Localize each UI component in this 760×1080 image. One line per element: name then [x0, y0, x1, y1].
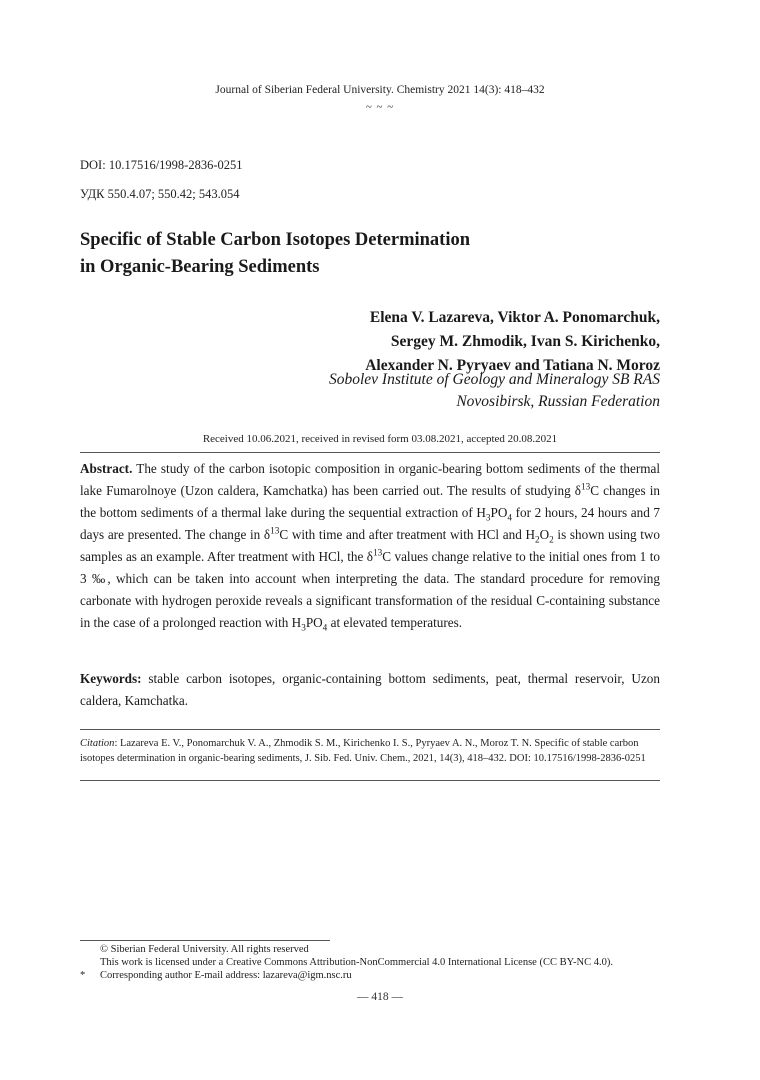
- authors-line-1: Elena V. Lazareva, Viktor A. Ponomarchuk,: [369, 309, 660, 326]
- received-dates: Received 10.06.2021, received in revised form 03.08.2021, accepted 20.08.2021: [202, 433, 558, 445]
- abstract-text: at elevated temperatures.: [327, 615, 463, 630]
- page-number: ― 418 ―: [357, 991, 403, 1003]
- footnote-copyright: [80, 943, 680, 956]
- article-title: [80, 227, 680, 281]
- affiliation: [100, 369, 660, 413]
- abstract-text: is shown using two samples as an example. After treatment with HCl, the δ: [80, 527, 660, 564]
- citation-label: Citation: [80, 738, 115, 749]
- authors: [100, 306, 660, 378]
- journal-header: Journal of Siberian Federal University. Chemistry 2021 14(3): 418–432: [215, 84, 545, 96]
- title-line-2: in Organic-Bearing Sediments: [80, 257, 320, 277]
- footnote-rule: [80, 940, 330, 941]
- abstract-top-rule: [80, 452, 660, 453]
- doi: DOI: 10.17516/1998-2836-0251: [80, 158, 243, 172]
- formula-subscript: 4: [507, 512, 513, 523]
- keywords: [80, 668, 660, 712]
- isotope-superscript: 13: [581, 481, 591, 492]
- citation-text: : Lazareva E. V., Ponomarchuk V. A., Zhmodik S. M., Kirichenko I. S., Pyryaev A. N., Moroz T. N. Specific of stable carbon isotopes determination in organic-bearing sediments, J. Sib. Fed. Univ. Chem., 2021, 14(3), 418–432. DOI: 10.17516/1998-2836-0251: [80, 738, 646, 764]
- keywords-text: stable carbon isotopes, organic-containing bottom sediments, peat, thermal reservoir, Uzon caldera, Kamchatka.: [80, 671, 660, 708]
- abstract-label: Abstract.: [80, 461, 133, 476]
- citation: [80, 736, 660, 766]
- asterisk-mark: *: [80, 970, 86, 981]
- title-line-1: Specific of Stable Carbon Isotopes Determination: [80, 230, 471, 250]
- copyright-text: © Siberian Federal University. All rights reserved: [100, 944, 309, 955]
- formula-subscript: 2: [534, 534, 540, 545]
- abstract-text: O: [539, 527, 550, 542]
- isotope-superscript: 13: [270, 525, 280, 536]
- abstract: [80, 458, 660, 634]
- corresponding-email: Corresponding author E-mail address: lazareva@igm.nsc.ru: [100, 970, 352, 981]
- header-separator: ~ ~ ~: [365, 101, 395, 113]
- udk: УДК 550.4.07; 550.42; 543.054: [80, 187, 240, 201]
- keywords-label: Keywords:: [80, 671, 142, 686]
- affiliation-line-1: Sobolev Institute of Geology and Mineralogy SB RAS: [328, 371, 660, 388]
- abstract-text: PO: [490, 505, 508, 520]
- abstract-text: C changes in the bottom sediments of a thermal lake during the sequential extraction of H: [80, 483, 660, 520]
- formula-subscript: 2: [549, 534, 554, 545]
- formula-subscript: 3: [485, 512, 491, 523]
- footnote-license: [80, 956, 680, 969]
- abstract-text: C values change relative to the initial ones from 1 to 3 ‰, which can be taken into account when interpreting the data. The standard procedure for removing carbonate with hydrogen peroxide reveals a significant transformation of the residual C-containing substance in the case of a prolonged reaction with H: [80, 549, 660, 630]
- abstract-text: for 2 hours, 24 hours and 7 days are presented. The change in δ: [80, 505, 661, 542]
- formula-subscript: 4: [322, 622, 328, 633]
- license-text: This work is licensed under a Creative Commons Attribution-NonCommercial 4.0 International License (CC BY-NC 4.0).: [100, 957, 613, 968]
- formula-subscript: 3: [301, 622, 306, 633]
- affiliation-line-2: Novosibirsk, Russian Federation: [456, 393, 660, 410]
- isotope-superscript: 13: [372, 547, 383, 558]
- footnote-corresponding: [80, 969, 680, 982]
- authors-line-3: Alexander N. Pyryaev and Tatiana N. Moroz: [365, 357, 660, 374]
- citation-top-rule: [80, 729, 660, 730]
- abstract-text: The study of the carbon isotopic composition in organic-bearing bottom sediments of the thermal lake Fumarolnoye (Uzon caldera, Kamchatka) has been carried out. The results of studying δ: [80, 461, 660, 498]
- citation-bottom-rule: [80, 780, 660, 781]
- abstract-text: PO: [305, 615, 323, 630]
- authors-line-2: Sergey M. Zhmodik, Ivan S. Kirichenko,: [390, 333, 660, 350]
- abstract-text: C with time and after treatment with HCl and H: [279, 527, 535, 542]
